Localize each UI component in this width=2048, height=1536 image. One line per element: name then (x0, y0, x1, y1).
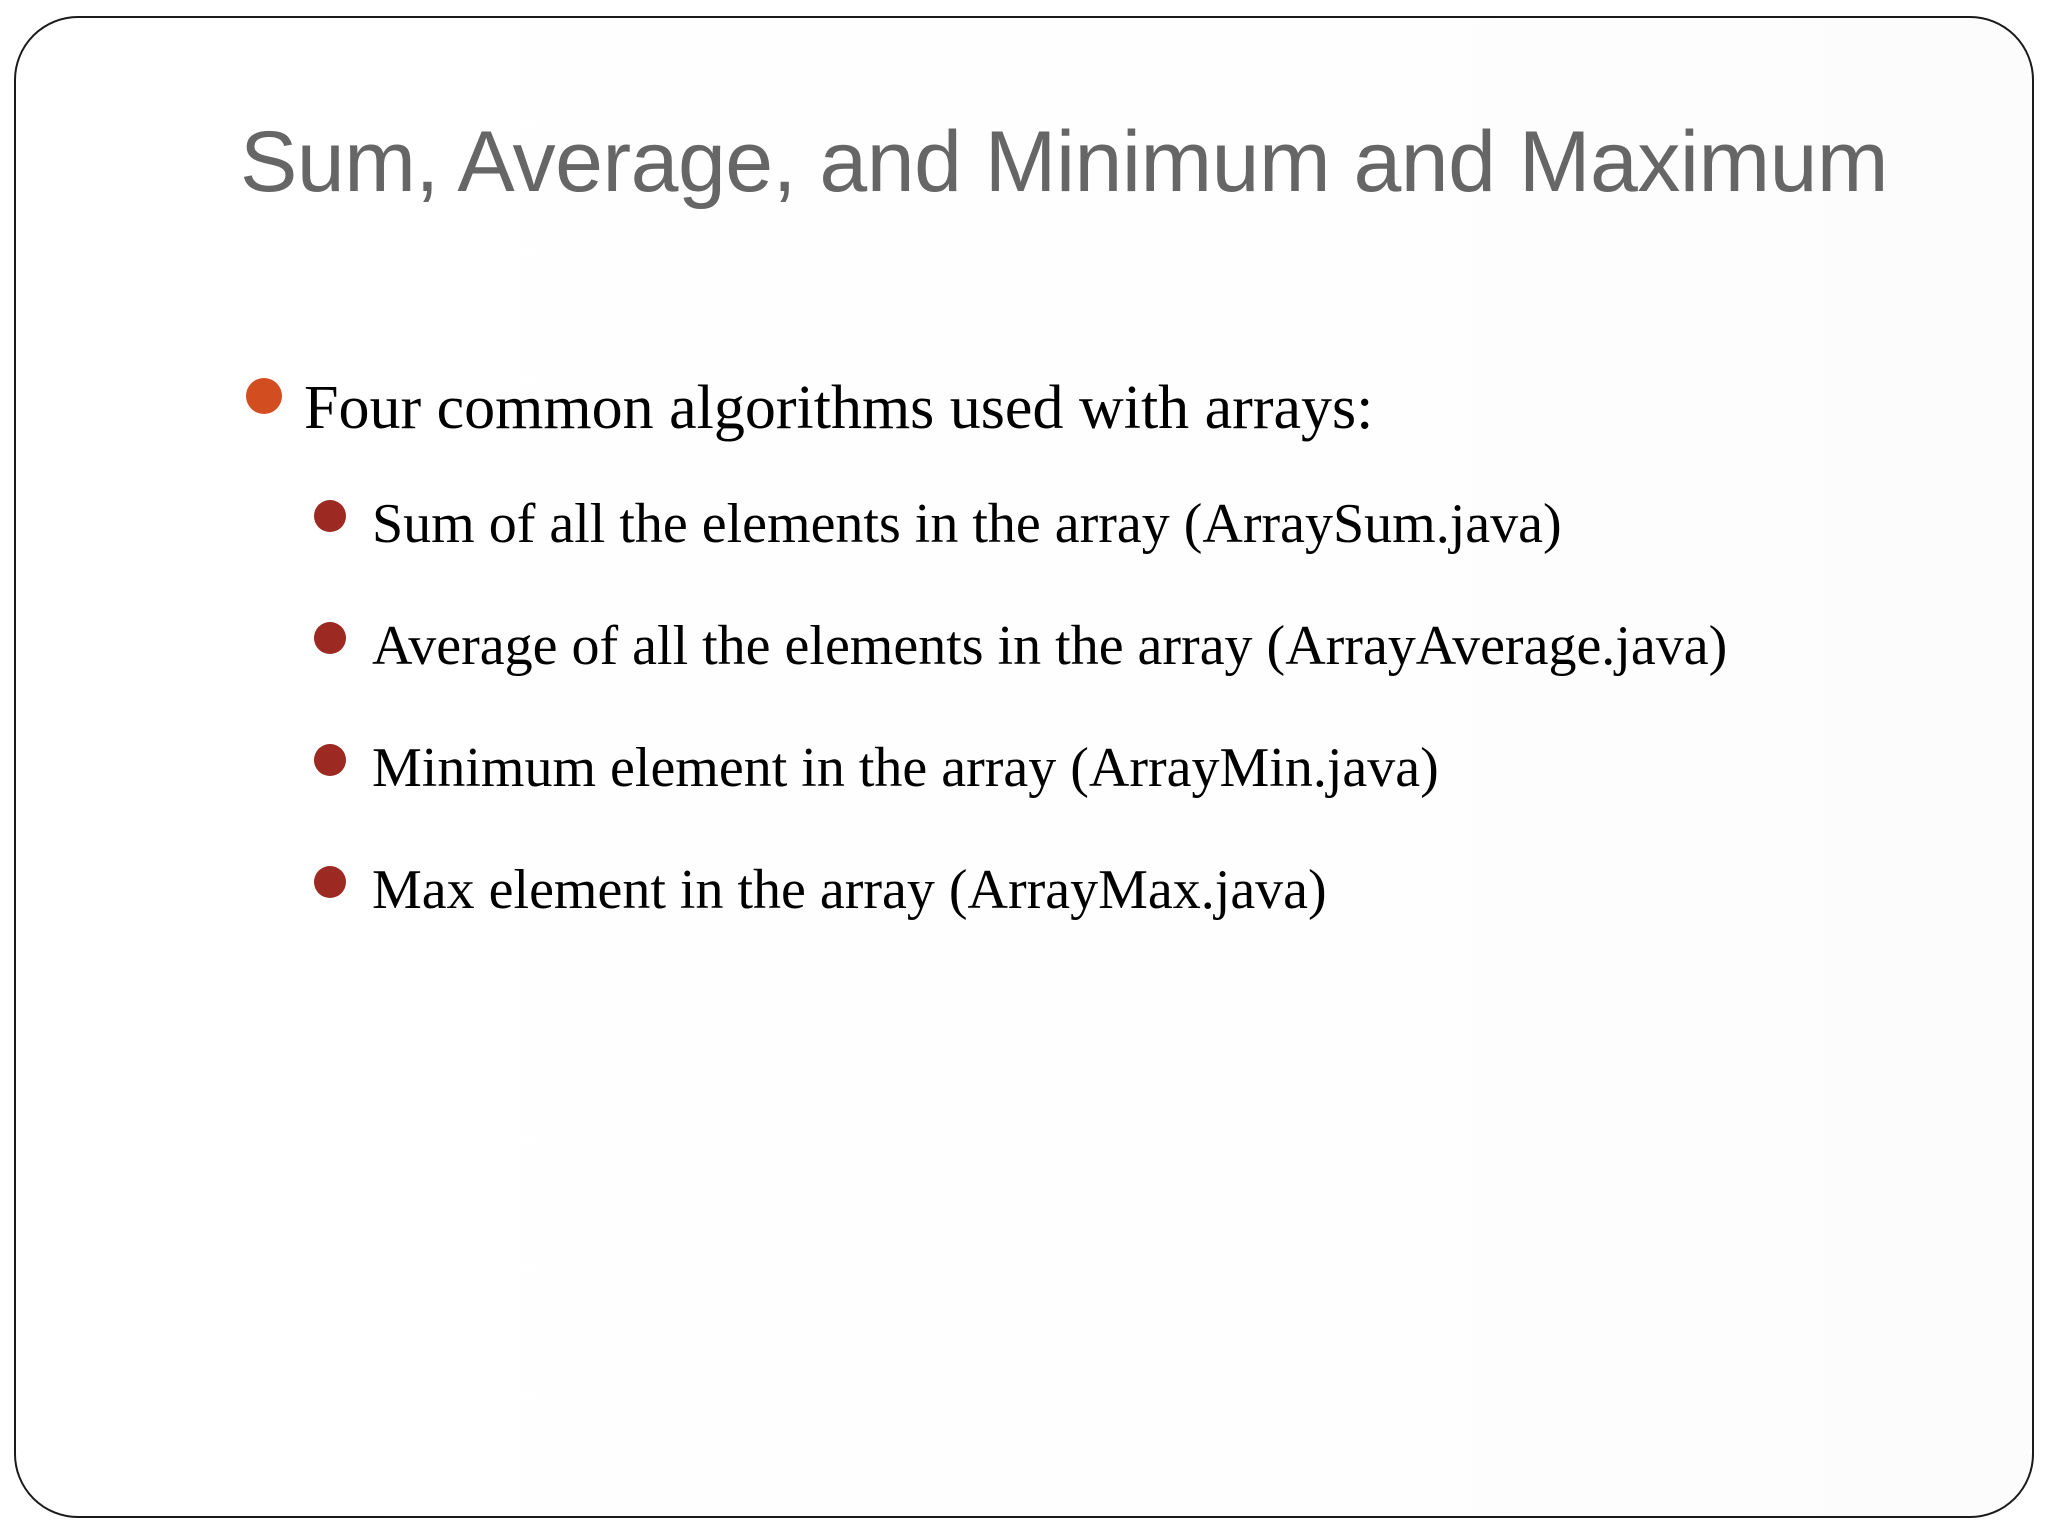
bullet-dot-icon (246, 378, 282, 414)
sub-bullet-text: Average of all the elements in the array (ArrayAverage.java) (372, 615, 1728, 677)
sub-bullet-item (308, 854, 2020, 926)
sub-bullet-dot-icon (314, 622, 346, 654)
slide-title: Sum, Average, and Minimum and Maximum (240, 114, 1889, 210)
bullet-list (240, 368, 2020, 976)
sub-bullet-item (308, 610, 2020, 682)
sub-bullet-text: Sum of all the elements in the array (ArraySum.java) (372, 493, 1562, 555)
bullet-text: Four common algorithms used with arrays: (304, 374, 1374, 442)
sub-bullet-text: Max element in the array (ArrayMax.java) (372, 859, 1327, 921)
sub-bullet-dot-icon (314, 866, 346, 898)
sub-bullet-dot-icon (314, 500, 346, 532)
sub-bullet-text: Minimum element in the array (ArrayMin.java) (372, 737, 1439, 799)
bullet-item (240, 368, 2020, 448)
sub-bullet-item (308, 488, 2020, 560)
sub-bullet-item (308, 732, 2020, 804)
slide-frame (14, 16, 2034, 1518)
sub-bullet-dot-icon (314, 744, 346, 776)
